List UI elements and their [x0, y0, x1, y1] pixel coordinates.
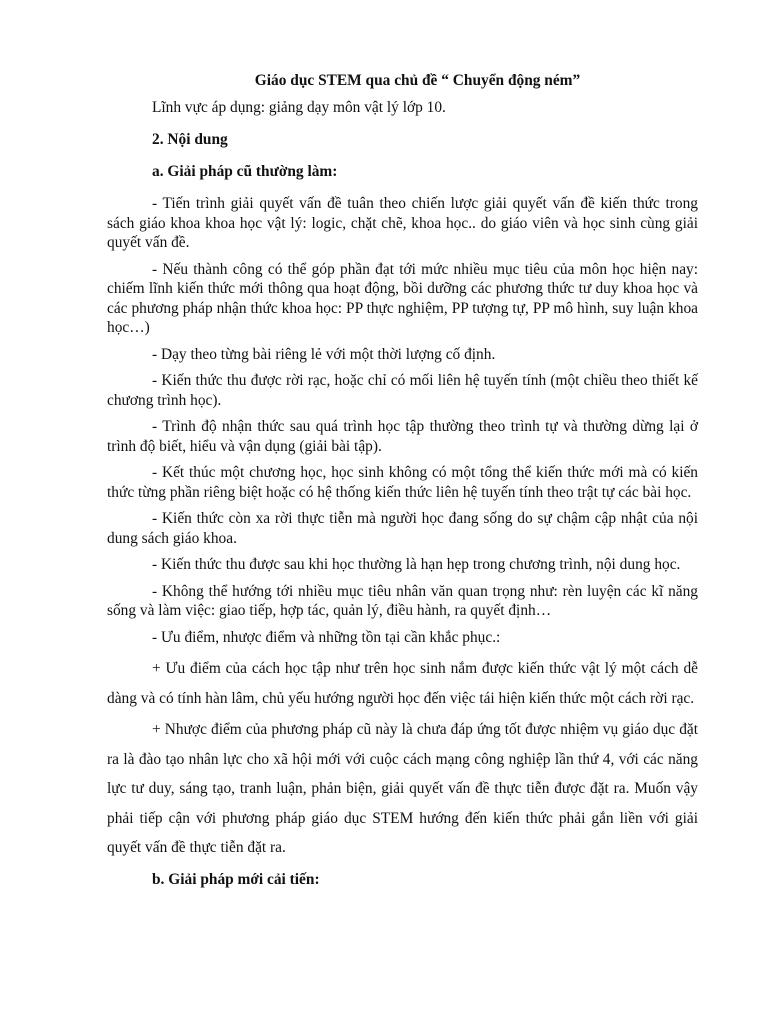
- paragraph-disadvantage: + Nhược điểm của phương pháp cũ này là chưa đáp ứng tốt được nhiệm vụ giáo dục đặt ra là đào tạo nhân lực cho xã hội mới với cuộc cách mạng công nghiệp lần thứ 4, với các năng lực tư duy, sáng tạo, tranh luận, phản biện, giải quyết vấn đề thực tiễn được đặt ra. Muốn vậy phải tiếp cận với phương pháp giáo dục STEM hướng đến kiến thức phải gắn liền với giải quyết vấn đề thực tiễn đặt ra.: [107, 721, 698, 856]
- paragraph-fragmented-knowledge: - Kiến thức thu được rời rạc, hoặc chỉ có mối liên hệ tuyến tính (một chiều theo thiết kế chương trình học).: [107, 372, 698, 409]
- field-of-application: Lĩnh vực áp dụng: giảng dạy môn vật lý lớp 10.: [152, 99, 446, 116]
- section-heading-content: 2. Nội dung: [152, 131, 228, 148]
- paragraph-objectives: - Nếu thành công có thể góp phần đạt tới mức nhiều mục tiêu của môn học hiện nay: chiếm lĩnh kiến thức mới thông qua hoạt động, bồi dưỡng các phương thức tư duy khoa học và các phương pháp nhận thức khoa học: PP thực nghiệm, PP tượng tự, PP mô hình, suy luận khoa học…): [107, 260, 698, 336]
- paragraph-pros-cons-intro: - Ưu điểm, nhược điểm và những tồn tại cần khắc phục.:: [152, 628, 501, 646]
- section-heading-old-solution: a. Giải pháp cũ thường làm:: [152, 163, 338, 180]
- paragraph-humanistic-goals: - Không thể hướng tới nhiều mục tiêu nhân văn quan trọng như: rèn luyện các kĩ năng sống và làm việc: giao tiếp, hợp tác, quản lý, điều hành, ra quyết định…: [107, 582, 698, 619]
- paragraph-fixed-duration: - Dạy theo từng bài riêng lẻ với một thời lượng cố định.: [152, 345, 496, 363]
- paragraph-cognitive-level: - Trình độ nhận thức sau quá trình học tập thường theo trình tự và thường dừng lại ở trình độ biết, hiểu và vận dụng (giải bài tập).: [107, 418, 698, 455]
- paragraph-far-from-reality: - Kiến thức còn xa rời thực tiễn mà người học đang sống do sự chậm cập nhật của nội dung sách giáo khoa.: [107, 510, 698, 547]
- paragraph-advantage: + Ưu điểm của cách học tập như trên học sinh nắm được kiến thức vật lý một cách dễ dàng và có tính hàn lâm, chủ yếu hướng người học đến việc tái hiện kiến thức một cách rời rạc.: [107, 660, 698, 707]
- paragraph-limited-knowledge: - Kiến thức thu được sau khi học thường là hạn hẹp trong chương trình, nội dung học.: [152, 556, 681, 573]
- document-title: Giáo dục STEM qua chủ đề “ Chuyển động ném”: [254, 72, 581, 89]
- paragraph-problem-solving: - Tiến trình giải quyết vấn đề tuân theo chiến lược giải quyết vấn đề kiến thức trong sách giáo khoa khoa học vật lý: logic, chặt chẽ, khoa học.. do giáo viên và học sinh cùng giải quyết vấn đề.: [107, 195, 698, 251]
- section-heading-new-solution: b. Giải pháp mới cải tiến:: [152, 870, 320, 888]
- paragraph-chapter-end: - Kết thúc một chương học, học sinh không có một tổng thể kiến thức mới mà có kiến thức từng phần riêng biệt hoặc có hệ thống kiến thức liên hệ tuyến tính theo trật tự các bài học.: [107, 464, 698, 501]
